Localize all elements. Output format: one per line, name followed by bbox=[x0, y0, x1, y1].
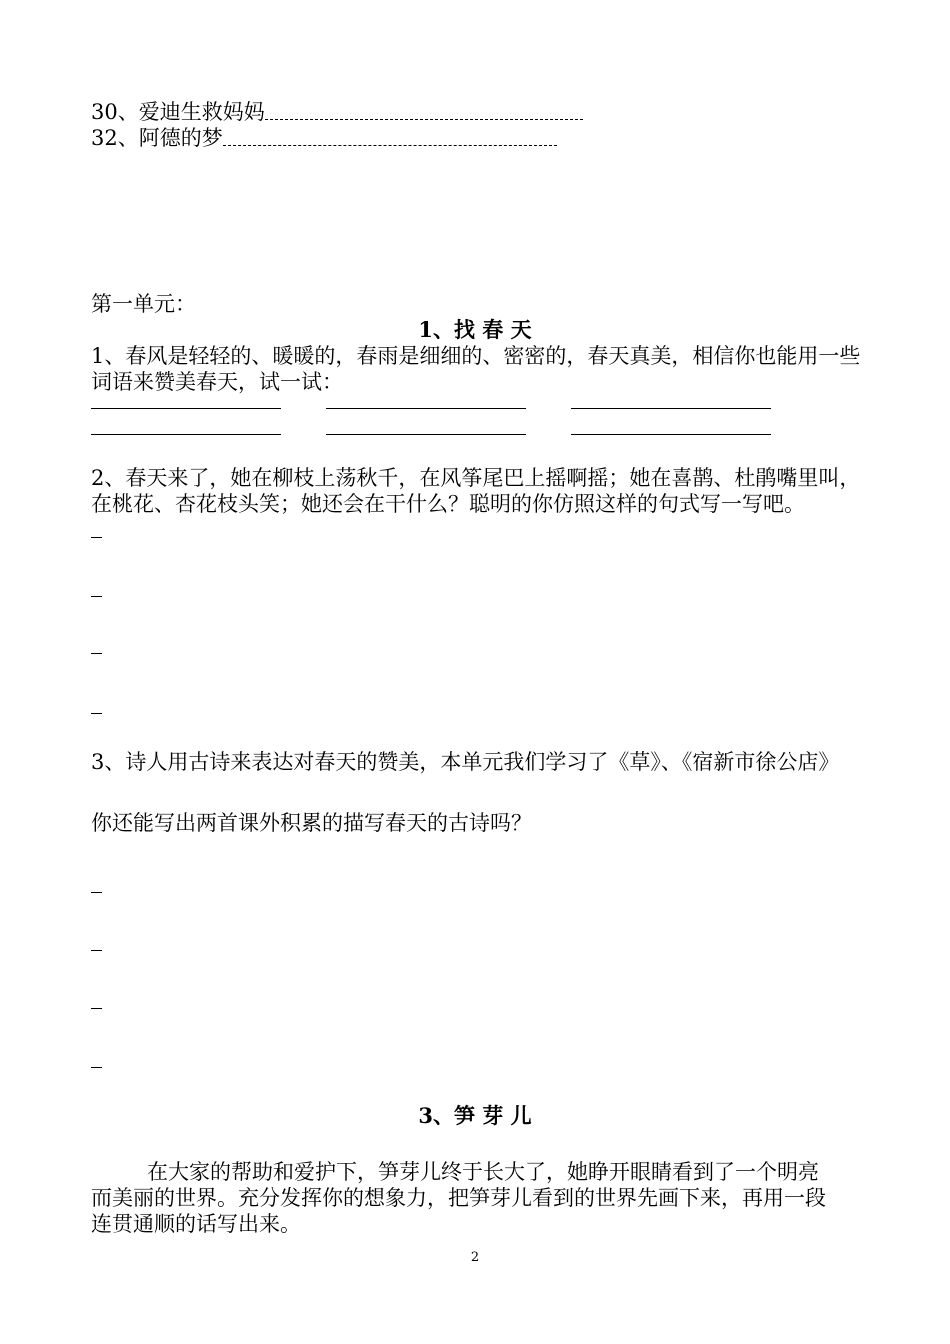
question-2-line-2: 在桃花、杏花枝头笑；她还会在干什么？聪明的你仿照这样的句式写一写吧。 bbox=[91, 492, 805, 516]
question-3-line-2: 你还能写出两首课外积累的描写春天的古诗吗？ bbox=[91, 811, 532, 835]
answer-blank[interactable] bbox=[571, 408, 771, 409]
answer-line-marker bbox=[91, 1067, 102, 1068]
lesson-3-paragraph-line-2: 而美丽的世界。充分发挥你的想象力，把笋芽儿看到的世界先画下来，再用一段 bbox=[91, 1186, 826, 1210]
lesson-3-title: 3、笋 芽 儿 bbox=[418, 1103, 532, 1128]
toc-item-32 bbox=[91, 126, 557, 150]
question-3-line-1: 3、诗人用古诗来表达对春天的赞美，本单元我们学习了《草》、《宿新市徐公店》 bbox=[91, 750, 840, 774]
toc-leader-dots bbox=[223, 135, 557, 146]
unit-label: 第一单元： bbox=[91, 292, 196, 316]
answer-line-marker bbox=[91, 537, 102, 538]
answer-line-marker bbox=[91, 892, 102, 893]
page-number: 2 bbox=[470, 1250, 480, 1265]
toc-item-label: 32、阿德的梦 bbox=[91, 126, 223, 150]
lesson-3-paragraph-line-1: 在大家的帮助和爱护下，笋芽儿终于长大了，她睁开眼睛看到了一个明亮 bbox=[147, 1160, 819, 1184]
question-1-line-1: 1、春风是轻轻的、暖暖的，春雨是细细的、密密的，春天真美，相信你也能用一些 bbox=[91, 344, 861, 368]
answer-line-marker bbox=[91, 1008, 102, 1009]
answer-blank[interactable] bbox=[91, 408, 281, 409]
toc-item-label: 30、爱迪生救妈妈 bbox=[91, 100, 265, 124]
question-2-line-1: 2、春天来了，她在柳枝上荡秋千，在风筝尾巴上摇啊摇；她在喜鹊、杜鹃嘴里叫， bbox=[91, 466, 861, 490]
answer-line-marker bbox=[91, 653, 102, 654]
toc-item-30 bbox=[91, 100, 583, 124]
lesson-3-paragraph-line-3: 连贯通顺的话写出来。 bbox=[91, 1212, 301, 1236]
question-1-line-2: 词语来赞美春天，试一试： bbox=[91, 370, 343, 394]
lesson-1-title: 1、找 春 天 bbox=[418, 317, 532, 342]
answer-line-marker bbox=[91, 596, 102, 597]
toc-leader-dots bbox=[265, 109, 583, 120]
answer-blank[interactable] bbox=[326, 408, 526, 409]
answer-blank[interactable] bbox=[326, 434, 526, 435]
answer-line-marker bbox=[91, 713, 102, 714]
answer-blank[interactable] bbox=[91, 434, 281, 435]
answer-blank[interactable] bbox=[571, 434, 771, 435]
answer-line-marker bbox=[91, 950, 102, 951]
